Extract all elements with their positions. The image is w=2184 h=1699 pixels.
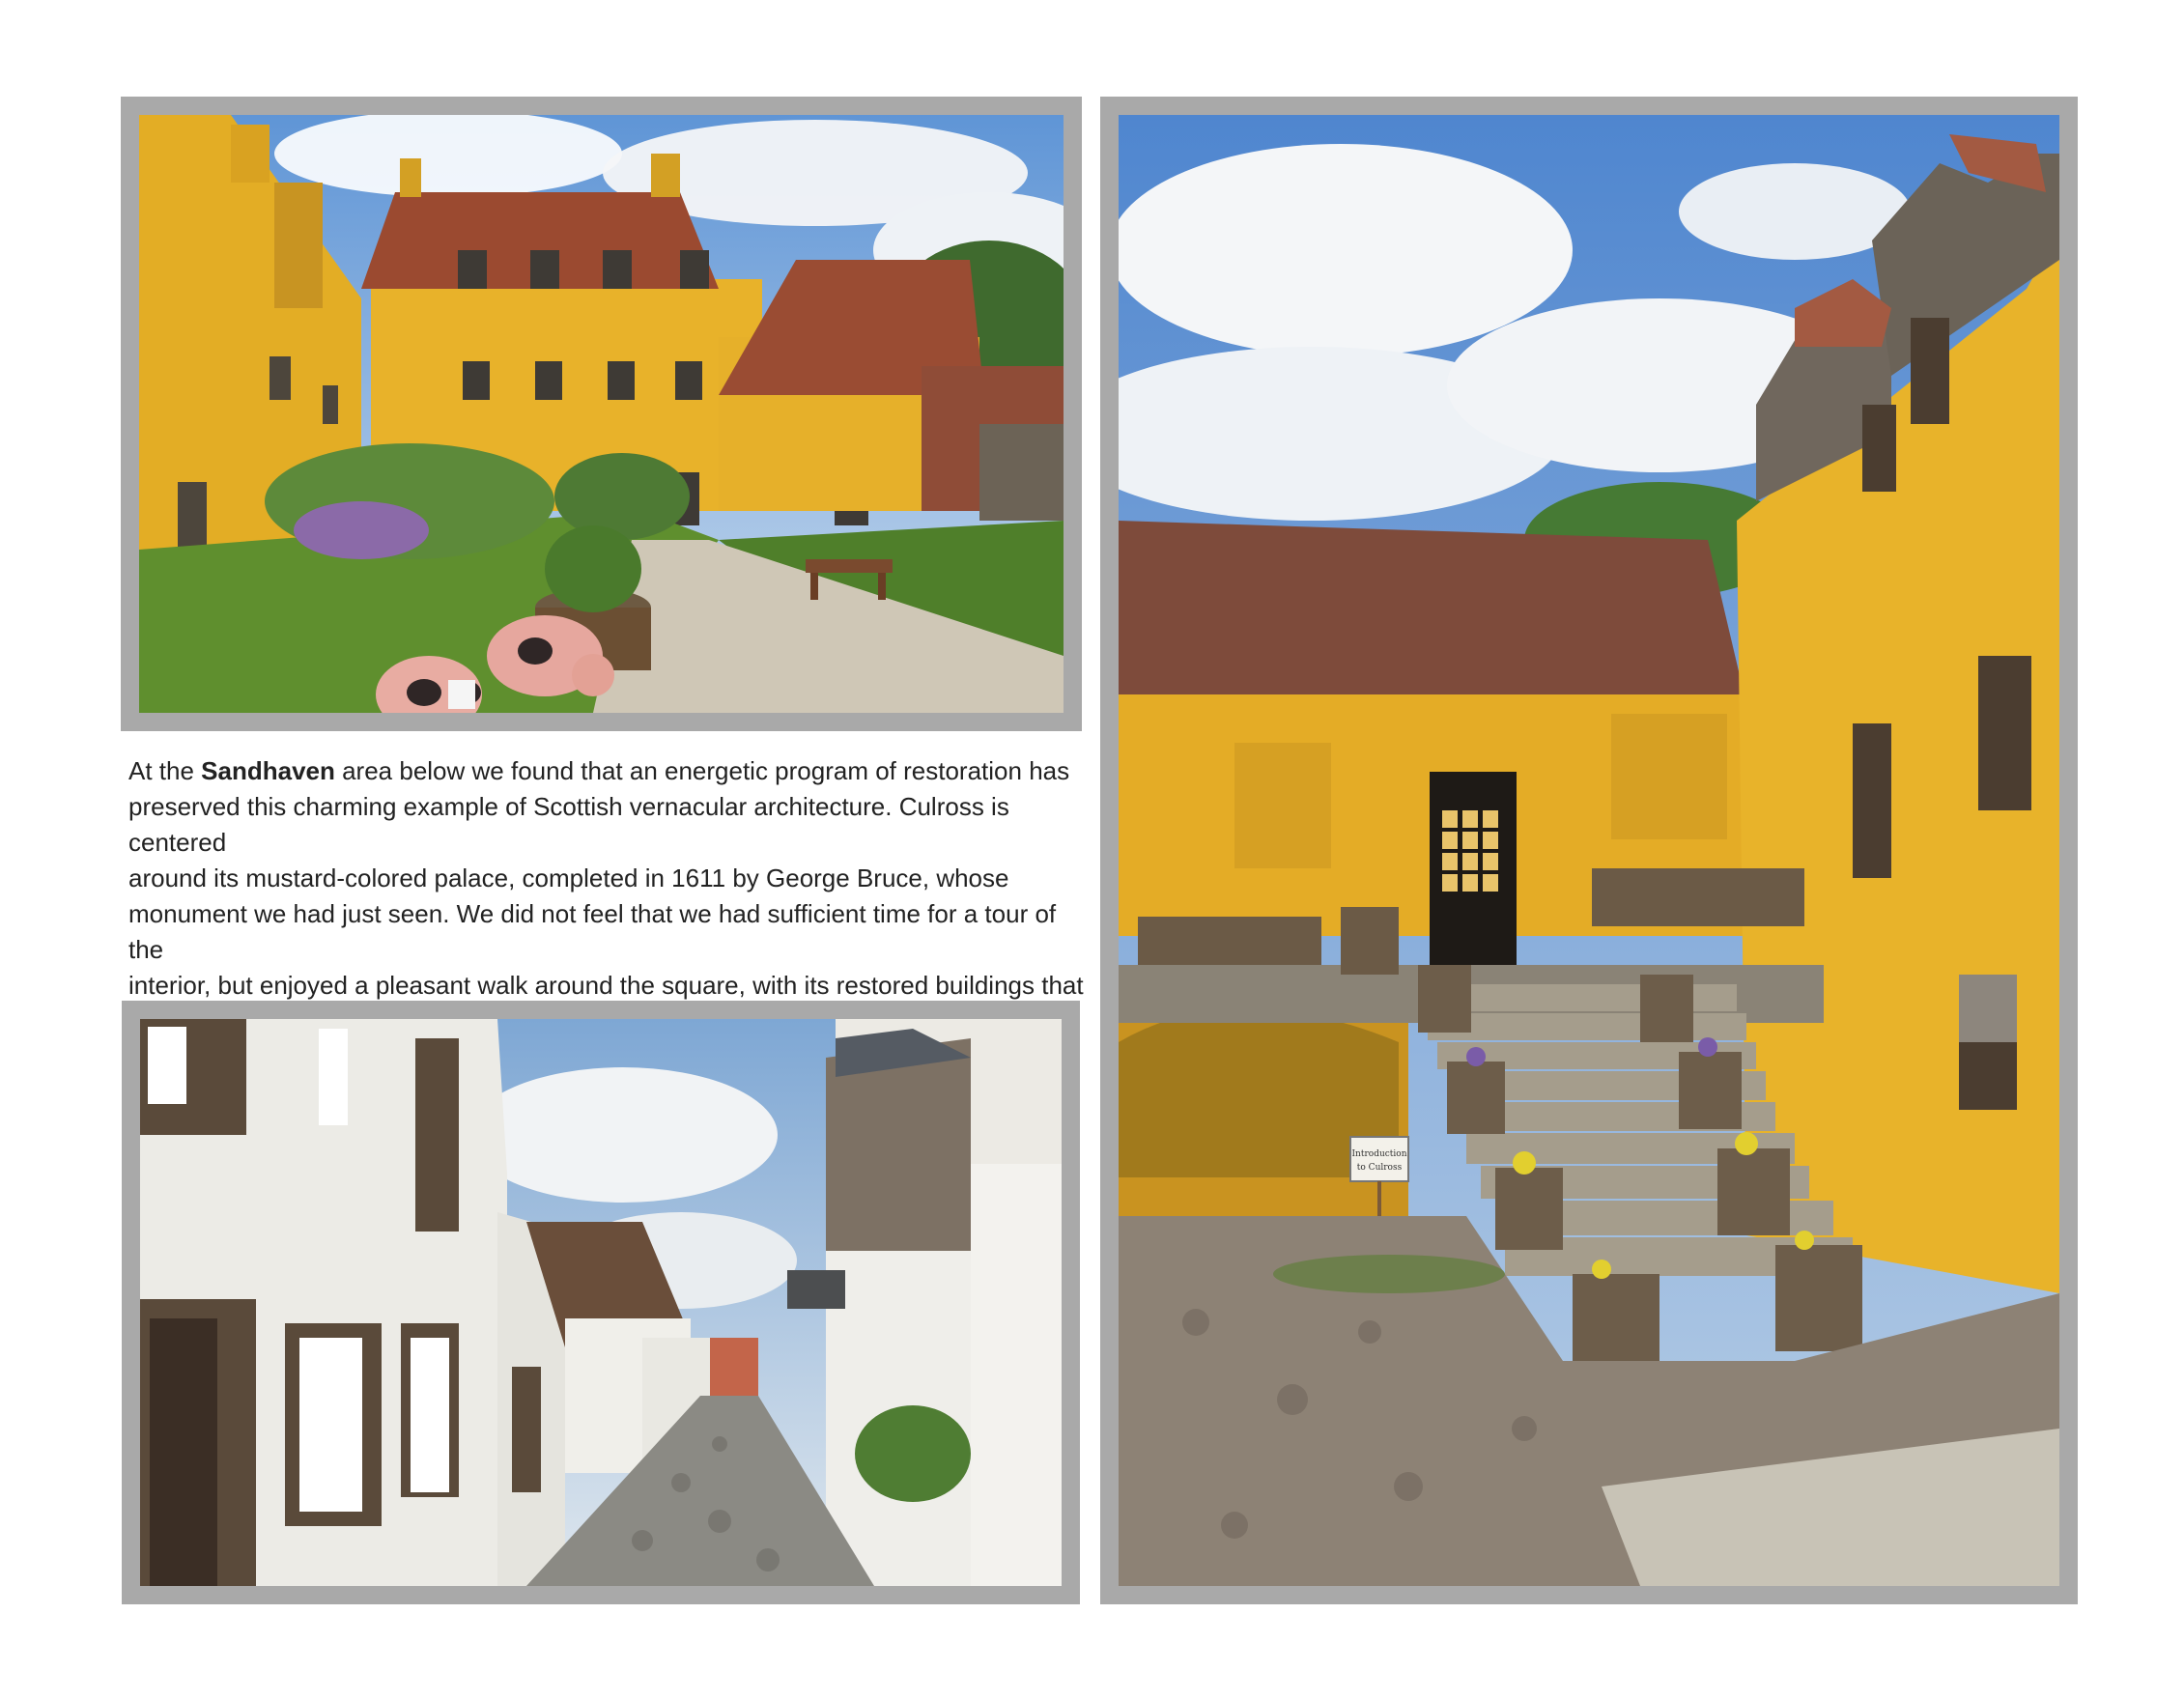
- photo-frame-lane: [122, 1001, 1080, 1604]
- caption-line: interior, but enjoyed a pleasant walk around the square, with its restored buildings that: [128, 971, 1084, 1000]
- caption-line: around its mustard-colored palace, completed in 1611 by George Bruce, whose: [128, 864, 1009, 892]
- caption-line: preserved this charming example of Scottish vernacular architecture. Culross is centered: [128, 792, 1009, 857]
- sign-text-line2: to Culross: [1356, 1163, 1403, 1173]
- photo-courtyard-stairs: [1119, 115, 2059, 1586]
- sign-text-line1: Introduction: [1351, 1149, 1407, 1159]
- caption-paragraph: [128, 753, 1085, 1039]
- photo-frame-palace: [121, 97, 1082, 731]
- caption-line: monument we had just seen. We did not feel that we had sufficient time for a tour of the: [128, 899, 1057, 964]
- photo-frame-courtyard: [1100, 97, 2078, 1604]
- photo-palace-garden: [139, 115, 1064, 713]
- photo-cobbled-lane: [140, 1019, 1062, 1586]
- caption-line: At the Sandhaven area below we found that an energetic program of restoration has: [128, 756, 1070, 785]
- caption-bold-place: Sandhaven: [201, 756, 335, 785]
